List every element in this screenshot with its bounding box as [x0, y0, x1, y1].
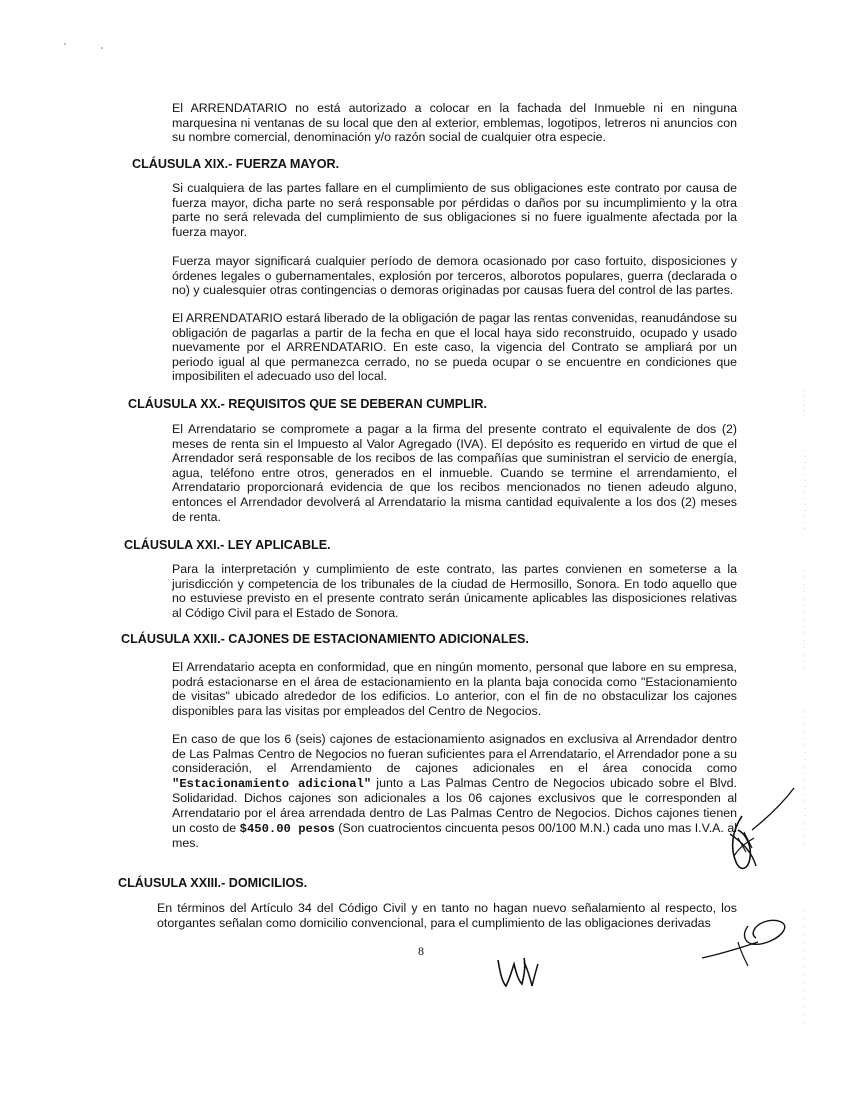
signature-bottom-right	[700, 912, 790, 977]
paragraph-fuerza-mayor-2: Fuerza mayor significará cualquier período de demora ocasionado por caso fortuito, disposiciones y órdenes legales o gubernamentales, explosión por terceros, alborotos populares, guerra (declarada o no) y cualesquier otras contingencias o demoras originadas por causas fuera del control de las partes.	[172, 254, 737, 298]
paragraph-ley-aplicable: Para la interpretación y cumplimiento de este contrato, las partes convienen en someterse a la jurisdicción y competencia de los tribunales de la ciudad de Hermosillo, Sonora. En todo aquello que no estuviese previsto en el presente contrato serán únicamente aplicables las disposiciones relativas al Código Civil para el Estado de Sonora.	[172, 562, 737, 620]
paragraph-fachada: El ARRENDATARIO no está autorizado a colocar en la fachada del Inmueble ni en ninguna marquesina ni ventanas de su local que den al exterior, emblemas, logotipos, letreros ni anuncios con su nombre comercial, denominación y/o razón social de cualquier otra especie.	[172, 101, 737, 145]
heading-clausula-xxi: CLÁUSULA XXI.- LEY APLICABLE.	[124, 538, 331, 552]
heading-clausula-xix: CLÁUSULA XIX.- FUERZA MAYOR.	[132, 157, 340, 171]
estacionamiento-text-3: (Son cuatrocientos cincuenta pesos 00/100 M.N.) cada uno mas I.V.A. al mes.	[172, 820, 737, 851]
estacionamiento-text-1: En caso de que los 6 (seis) cajones de estacionamiento asignados en exclusiva al Arrendador dentro de Las Palmas Centro de Negocios no fueran suficientes para el Arrendatario, el Arrendador pone a su consideración, el Arrendamiento de cajones adicionales en el área conocida como	[172, 732, 737, 776]
paragraph-domicilios: En términos del Artículo 34 del Código Civil y en tanto no hagan nuevo señalamiento al respecto, los otorgantes señalan como domicilio convencional, para el cumplimiento de las obligaciones derivadas	[157, 901, 737, 930]
estacionamiento-adicional-term: "Estacionamiento adicional"	[172, 776, 372, 791]
heading-clausula-xxiii: CLÁUSULA XXIII.- DOMICILIOS.	[118, 876, 308, 890]
page-number: 8	[418, 944, 424, 958]
heading-clausula-xx: CLÁUSULA XX.- REQUISITOS QUE SE DEBERAN CUMPLIR.	[128, 397, 487, 411]
heading-clausula-xxii: CLÁUSULA XXII.- CAJONES DE ESTACIONAMIENTO ADICIONALES.	[121, 632, 529, 646]
signature-bottom-initials	[494, 952, 544, 997]
paragraph-estacionamiento-1: El Arrendatario acepta en conformidad, que en ningún momento, personal que labore en su empresa, podrá estacionarse en el área de estacionamiento en la planta baja conocida como "Estacionamiento de visitas" ubicado alrededor de los edificios. Lo anterior, con el fin de no obstaculizar los cajones disponibles para las visitas por empleados del Centro de Negocios.	[172, 660, 737, 718]
paragraph-estacionamiento-2	[172, 732, 737, 851]
scan-corner-marks	[62, 40, 112, 59]
margin-scan-marks	[800, 390, 810, 1035]
paragraph-fuerza-mayor-1: Si cualquiera de las partes fallare en el cumplimiento de sus obligaciones este contrato por causa de fuerza mayor, dicha parte no será responsable por pérdidas o daños por su incumplimiento y la otra parte no será relevada del cumplimiento de sus obligaciones si no fuere igualmente afectada por la fuerza mayor.	[172, 181, 737, 239]
price-amount: $450.00 pesos	[239, 821, 335, 836]
paragraph-requisitos: El Arrendatario se compromete a pagar a la firma del presente contrato el equivalente de dos (2) meses de renta sin el Impuesto al Valor Agregado (IVA). El depósito es requerido en virtud de que el Arrendador será responsable de los recibos de las compañías que suministran el servicio de energía, agua, teléfono entre otros, generados en el inmueble. Cuando se termine el arrendamiento, el Arrendatario proporcionará evidencia de que los recibos mencionados no tienen adeudo alguno, entonces el Arrendador devolverá al Arrendatario la misma cantidad equivalente a los dos (2) meses de renta.	[172, 422, 737, 524]
signature-margin-initials	[722, 786, 802, 881]
paragraph-fuerza-mayor-3: El ARRENDATARIO estará liberado de la obligación de pagar las rentas convenidas, reanudándose su obligación de pagarlas a partir de la fecha en que el local haya sido reconstruido, ocupado y usado nuevamente por el ARRENDATARIO. En este caso, la vigencia del Contrato se ampliará por un periodo igual al que permanezca cerrado, no se pueda ocupar o se encuentre en condiciones que imposibiliten el adecuado uso del local.	[172, 311, 737, 384]
estacionamiento-text-2: junto a Las Palmas Centro de Negocios ubicado sobre el Blvd. Solidaridad. Dichos cajones son adicionales a los 06 cajones exclusivos que le corresponden al Arrendatario por el área arrendada dentro de Las Palmas Centro de Negocios. Dichos cajones tienen un costo de	[172, 775, 737, 835]
